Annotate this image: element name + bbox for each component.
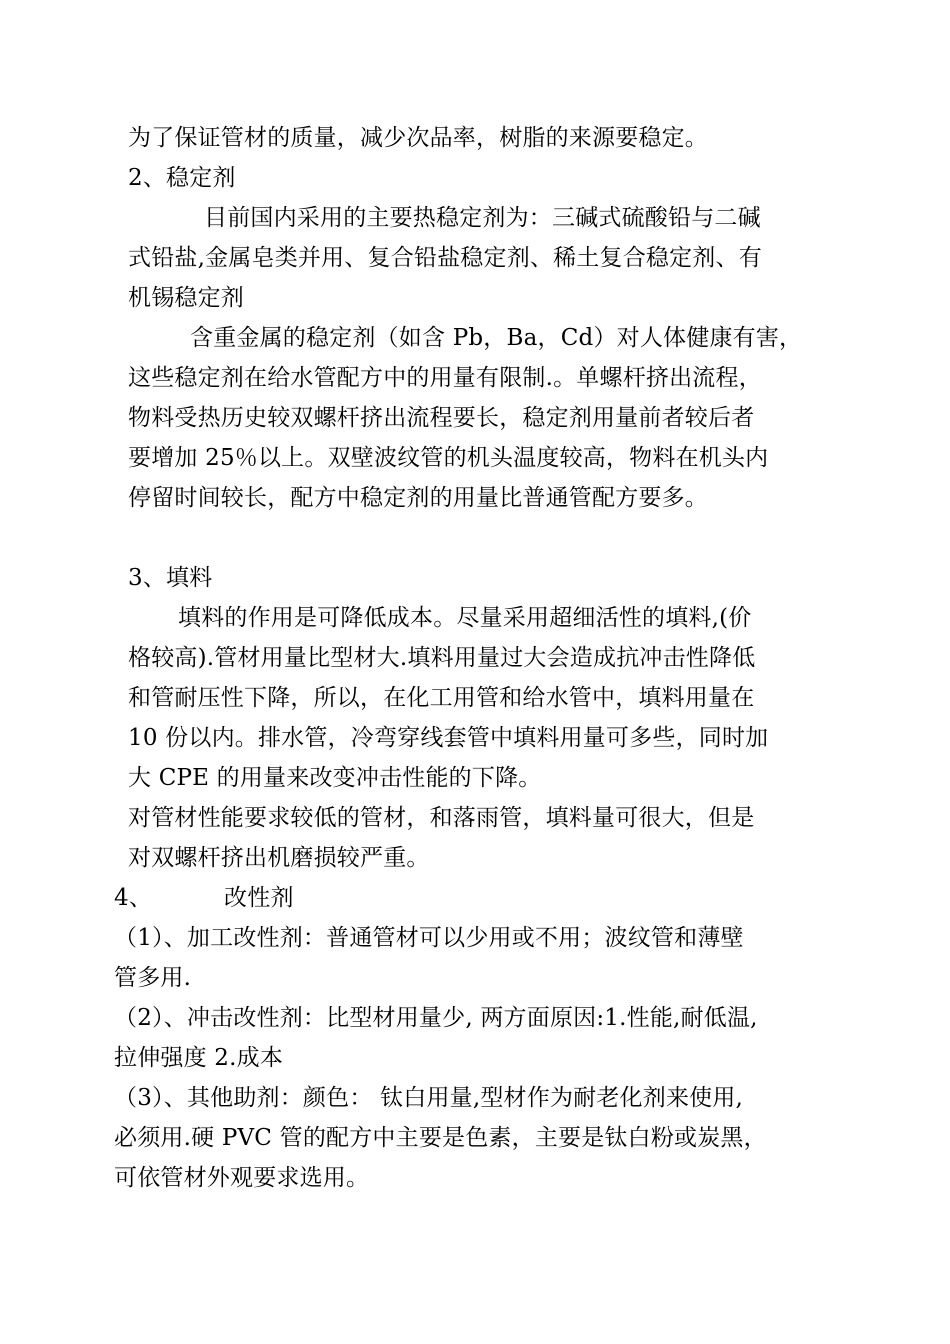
paragraph-line: 目前国内采用的主要热稳定剂为：三碱式硫酸铅与二碱 xyxy=(204,205,761,231)
paragraph-line: 式铅盐,金属皂类并用、复合铅盐稳定剂、稀土复合稳定剂、有 xyxy=(128,245,762,271)
section-heading-modifier xyxy=(114,883,294,913)
paragraph-line: 填料的作用是可降低成本。尽量采用超细活性的填料,(价 xyxy=(178,605,752,631)
section-heading-stabilizer: 2、稳定剂 xyxy=(128,165,236,191)
paragraph-line: 物料受热历史较双螺杆挤出流程要长，稳定剂用量前者较后者 xyxy=(128,405,755,431)
paragraph-line: 机锡稳定剂 xyxy=(128,285,244,311)
paragraph-line: 格较高).管材用量比型材大.填料用量过大会造成抗冲击性降低 xyxy=(128,645,756,671)
list-item-line: 管多用. xyxy=(114,965,192,991)
list-item-line: 拉伸强度 2.成本 xyxy=(114,1045,284,1071)
paragraph-line: 10 份以内。排水管，冷弯穿线套管中填料用量可多些，同时加 xyxy=(128,725,769,751)
paragraph-line: 停留时间较长，配方中稳定剂的用量比普通管配方要多。 xyxy=(128,485,708,511)
paragraph-line: 对双螺杆挤出机磨损较严重。 xyxy=(128,845,430,871)
section-number: 4、 xyxy=(114,885,153,911)
paragraph-line: 要增加 25％以上。双壁波纹管的机头温度较高，物料在机头内 xyxy=(128,445,769,471)
list-item-line: （2）、冲击改性剂：比型材用量少, 两方面原因:1.性能,耐低温, xyxy=(114,1005,758,1031)
section-heading-filler: 3、填料 xyxy=(128,565,213,591)
list-item-line: （3）、其他助剂：颜色： 钛白用量,型材作为耐老化剂来使用, xyxy=(114,1085,744,1111)
list-item-line: 必须用.硬 PVC 管的配方中主要是色素，主要是钛白粉或炭黑， xyxy=(114,1125,767,1151)
paragraph-line: 含重金属的稳定剂（如含 Pb，Ba，Cd）对人体健康有害， xyxy=(190,325,803,351)
section-title: 改性剂 xyxy=(224,885,294,911)
intro-line: 为了保证管材的质量，减少次品率，树脂的来源要稳定。 xyxy=(128,125,708,151)
paragraph-line: 大 CPE 的用量来改变冲击性能的下降。 xyxy=(128,765,542,791)
paragraph-line: 这些稳定剂在给水管配方中的用量有限制.。单螺杆挤出流程， xyxy=(128,365,762,391)
list-item-line: 可依管材外观要求选用。 xyxy=(114,1165,370,1191)
paragraph-line: 和管耐压性下降，所以，在化工用管和给水管中，填料用量在 xyxy=(128,685,755,711)
paragraph-line: 对管材性能要求较低的管材，和落雨管，填料量可很大，但是 xyxy=(128,805,755,831)
list-item-line: （1）、加工改性剂：普通管材可以少用或不用；波纹管和薄壁 xyxy=(114,925,744,951)
